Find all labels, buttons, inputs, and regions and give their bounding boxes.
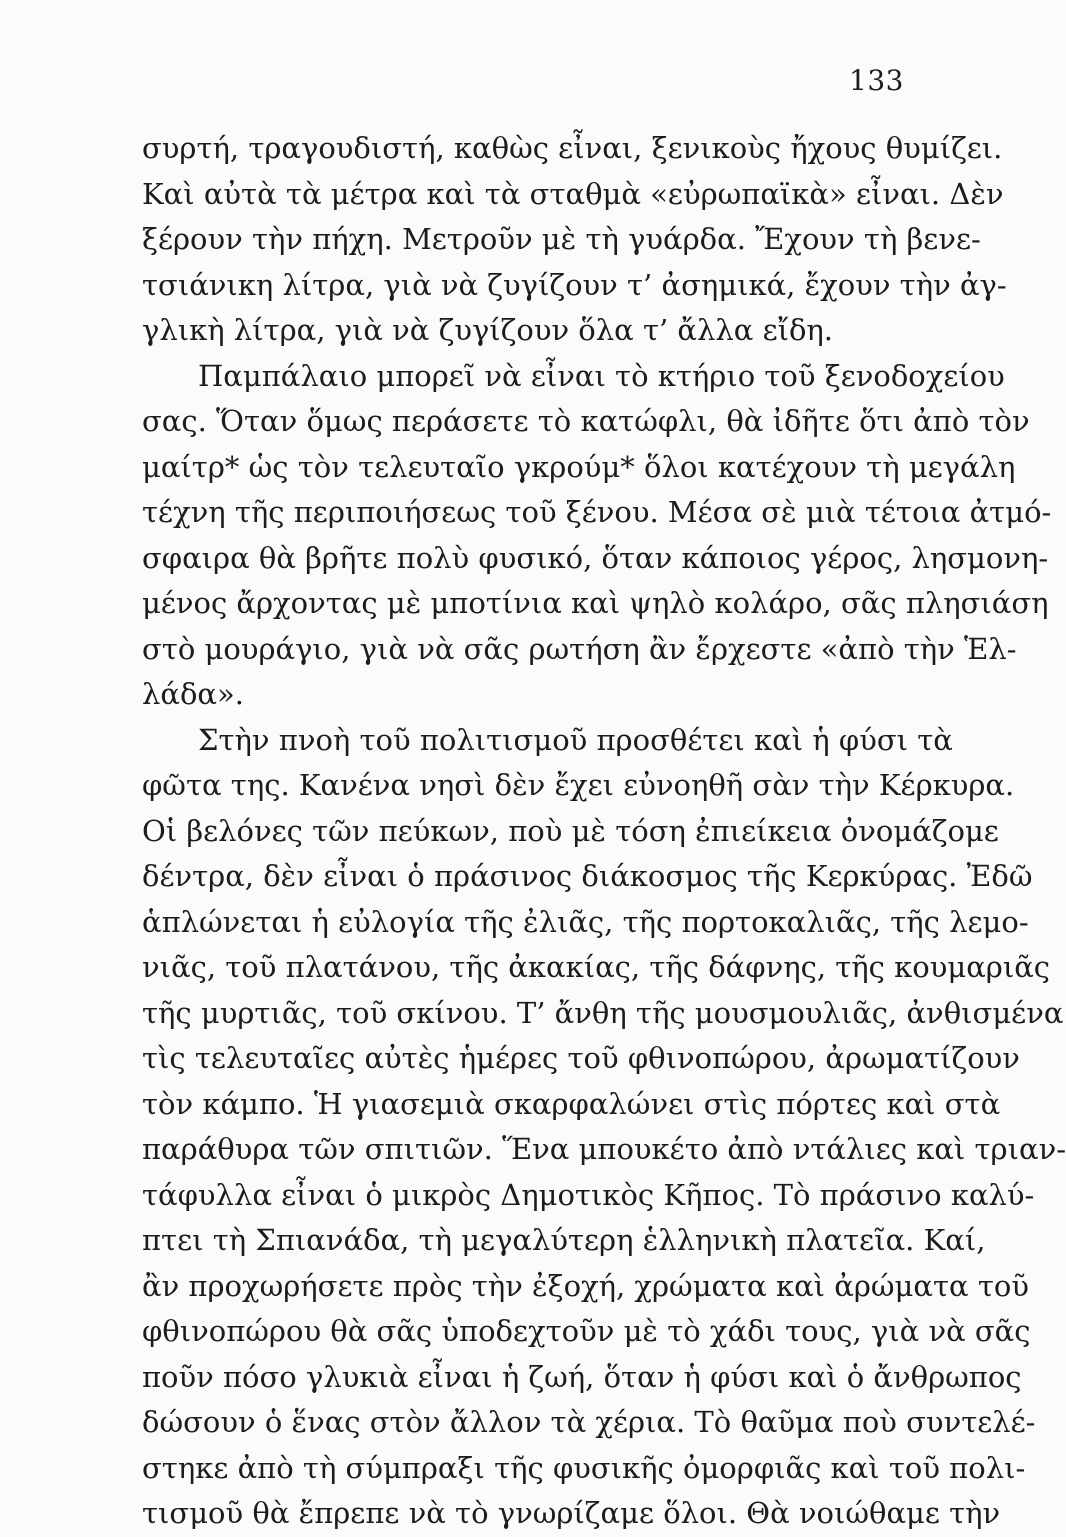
page-number: 133	[849, 64, 904, 97]
text-line: τάφυλλα εἶναι ὁ μικρὸς Δημοτικὸς Κῆπος. Τὸ πράσινο καλύ-	[142, 1177, 1035, 1212]
text-line: ποῦν πόσο γλυκιὰ εἶναι ἡ ζωή, ὅταν ἡ φύσι καὶ ὁ ἄνθρωπος	[142, 1359, 1022, 1394]
body-text	[142, 126, 1066, 1537]
text-line: πτει τὴ Σπιανάδα, τὴ μεγαλύτερη ἑλληνικὴ πλατεῖα. Καί,	[142, 1223, 986, 1257]
text-line: φθινοπώρου θὰ σᾶς ὑποδεχτοῦν μὲ τὸ χάδι τους, γιὰ νὰ σᾶς	[142, 1314, 1031, 1348]
text-line: γλικὴ λίτρα, γιὰ νὰ ζυγίζουν ὅλα τ’ ἄλλα εἴδη.	[142, 313, 834, 347]
text-line: ἁπλώνεται ἡ εὐλογία τῆς ἐλιᾶς, τῆς πορτοκαλιᾶς, τῆς λεμο-	[142, 904, 1029, 939]
text-line: μαίτρ* ὡς τὸν τελευταῖο γκρούμ* ὅλοι κατέχουν τὴ μεγάλη	[142, 449, 1016, 484]
text-line: τὸν κάμπο. Ἡ γιασεμιὰ σκαρφαλώνει στὶς πόρτες καὶ στὰ	[142, 1086, 1001, 1121]
text-line: στὸ μουράγιο, γιὰ νὰ σᾶς ρωτήση ἂν ἔρχεστε «ἀπὸ τὴν Ἑλ-	[142, 631, 1017, 666]
text-line: λάδα».	[142, 677, 244, 711]
text-line: μένος ἄρχοντας μὲ μποτίνια καὶ ψηλὸ κολάρο, σᾶς πλησιάση	[142, 586, 1049, 620]
text-line: ἂν προχωρήσετε πρὸς τὴν ἐξοχή, χρώματα καὶ ἀρώματα τοῦ	[142, 1268, 1029, 1303]
text-line: Καὶ αὐτὰ τὰ μέτρα καὶ τὰ σταθμὰ «εὐρωπαϊκὰ» εἶναι. Δὲν	[142, 176, 1004, 211]
text-line: σφαιρα θὰ βρῆτε πολὺ φυσικό, ὅταν κάποιος γέρος, λησμονη-	[142, 540, 1049, 575]
text-line: τὶς τελευταῖες αὐτὲς ἡμέρες τοῦ φθινοπώρου, ἀρωματίζουν	[142, 1041, 1020, 1075]
text-line: σας. Ὅταν ὅμως περάσετε τὸ κατώφλι, θὰ ἰδῆτε ὅτι ἀπὸ τὸν	[142, 404, 1030, 438]
text-line: δέντρα, δὲν εἶναι ὁ πράσινος διάκοσμος τῆς Κερκύρας. Ἐδῶ	[142, 859, 1033, 893]
text-line: τσιάνικη λίτρα, γιὰ νὰ ζυγίζουν τ’ ἀσημικά, ἔχουν τὴν ἀγ-	[142, 267, 1007, 302]
text-line: Στὴν πνοὴ τοῦ πολιτισμοῦ προσθέτει καὶ ἡ φύσι τὰ	[198, 722, 953, 757]
text-line: τῆς μυρτιᾶς, τοῦ σκίνου. Τ’ ἄνθη τῆς μουσμουλιᾶς, ἀνθισμένα	[142, 995, 1064, 1030]
text-line: Οἱ βελόνες τῶν πεύκων, ποὺ μὲ τόση ἐπιείκεια ὀνομάζομε	[142, 813, 999, 848]
text-line: δώσουν ὁ ἕνας στὸν ἄλλον τὰ χέρια. Τὸ θαῦμα ποὺ συντελέ-	[142, 1405, 1036, 1439]
text-line: φῶτα της. Κανένα νησὶ δὲν ἔχει εὐνοηθῆ σὰν τὴν Κέρκυρα.	[142, 768, 1015, 802]
text-line: παράθυρα τῶν σπιτιῶν. Ἕνα μπουκέτο ἀπὸ ντάλιες καὶ τριαν-	[142, 1132, 1066, 1166]
text-line: Παμπάλαιο μπορεῖ νὰ εἶναι τὸ κτήριο τοῦ ξενοδοχείου	[198, 358, 1005, 393]
text-line: τέχνη τῆς περιποιήσεως τοῦ ξένου. Μέσα σὲ μιὰ τέτοια ἀτμό-	[142, 495, 1052, 529]
text-line: νιᾶς, τοῦ πλατάνου, τῆς ἀκακίας, τῆς δάφνης, τῆς κουμαριᾶς	[142, 950, 1051, 984]
text-line: ξέρουν τὴν πήχη. Μετροῦν μὲ τὴ γυάρδα. Ἔχουν τὴ βενε-	[142, 222, 981, 256]
text-line: τισμοῦ θὰ ἔπρεπε νὰ τὸ γνωρίζαμε ὅλοι. Θὰ νοιώθαμε τὴν	[142, 1496, 1001, 1530]
text-line: συρτή, τραγουδιστή, καθὼς εἶναι, ξενικοὺς ἤχους θυμίζει.	[142, 131, 1003, 165]
text-line: στηκε ἀπὸ τὴ σύμπραξι τῆς φυσικῆς ὀμορφιᾶς καὶ τοῦ πολι-	[142, 1450, 1026, 1485]
